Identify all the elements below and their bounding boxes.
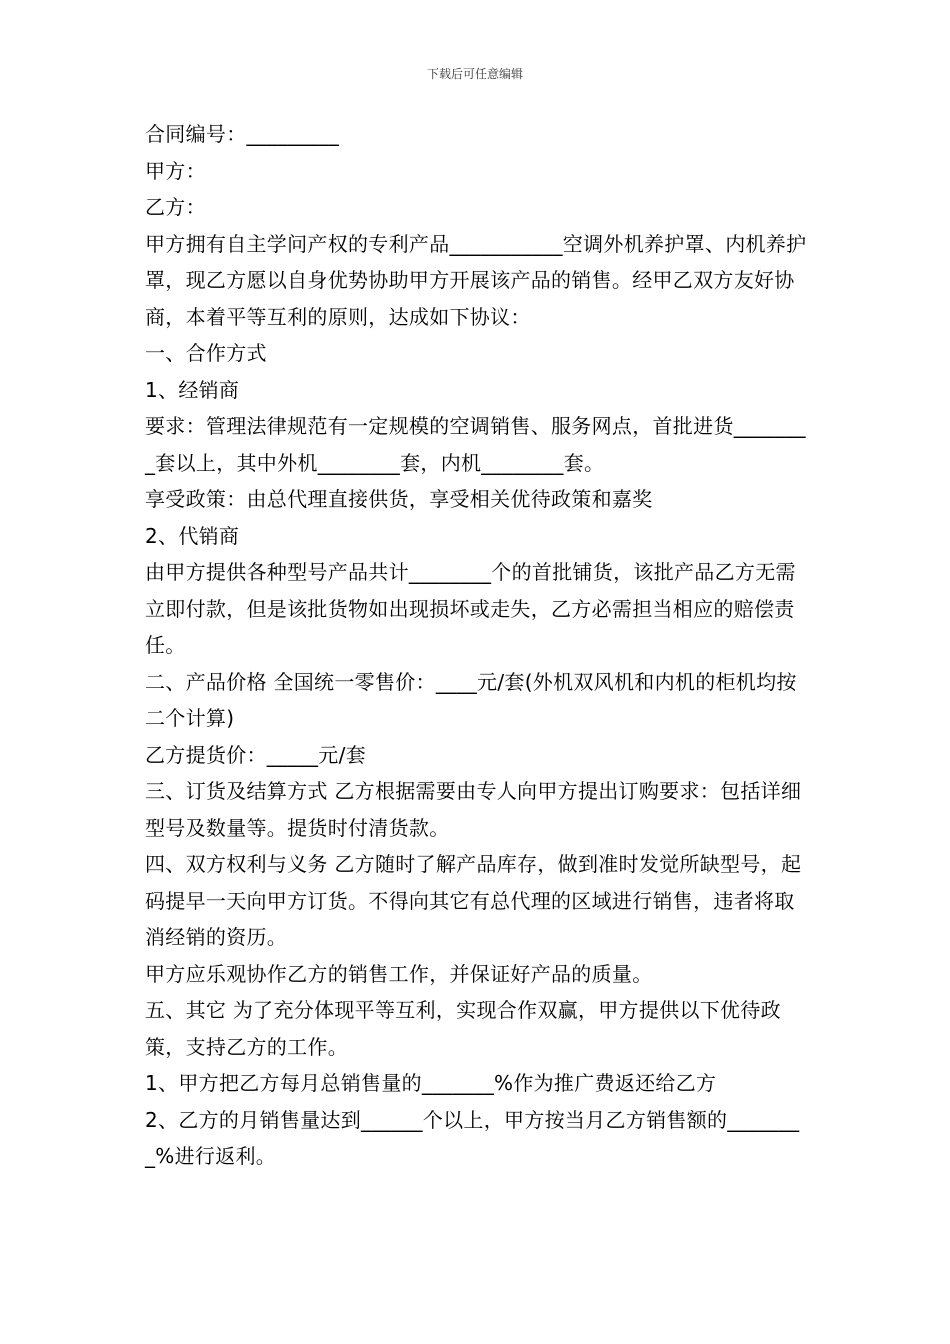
subsection-heading-distributor: 1、经销商 [145,377,240,402]
section-other: 五、其它 为了充分体现平等互利，实现合作双赢，甲方提供以下优待政策，支持乙方的工作。 [145,998,781,1059]
clause-sales-rebate: 2、乙方的月销售量达到______个以上，甲方按当月乙方销售额的________%进行返利。 [145,1107,800,1168]
intro-paragraph: 甲方拥有自主学问产权的专利产品___________空调外机养护罩、内机养护罩，现乙方愿以自身优势协助甲方开展该产品的销售。经甲乙双方友好协商，本着平等互利的原则，达成如下协议： [145,231,807,329]
party-b-pickup-price: 乙方提货价：_____元/套 [145,742,366,767]
party-b-line: 乙方： [145,195,206,219]
distributor-requirements: 要求：管理法律规范有一定规模的空调销售、服务网点，首批进货________套以上，其中外机________套，内机________套。 [145,414,806,475]
section-ordering-settlement: 三、订货及结算方式 乙方根据需要由专人向甲方提出订购要求：包括详细型号及数量等。提货时付清货款。 [145,779,802,840]
clause-promotion-rebate: 1、甲方把乙方每月总销售量的_______%作为推广费返还给乙方 [145,1071,717,1095]
section-heading-cooperation: 一、合作方式 [145,341,267,365]
subsection-heading-agent: 2、代销商 [145,523,240,548]
section-rights-obligations: 四、双方权利与义务 乙方随时了解产品库存，做到准时发觉所缺型号，起码提早一天向甲方订货。不得向其它有总代理的区域进行销售，违者将取消经销的资历。 [145,852,802,949]
page-header-note: 下载后可任意编辑 [426,67,523,81]
party-a-cooperation: 甲方应乐观协作乙方的销售工作，并保证好产品的质量。 [145,961,653,986]
contract-number-line: 合同编号：_________ [145,122,340,146]
contract-body [145,116,810,1175]
party-a-line: 甲方： [145,158,206,183]
agent-terms: 由甲方提供各种型号产品共计________个的首批铺货，该批产品乙方无需立即付款，但是该批货物如出现损坏或走失，乙方必需担当相应的赔偿责任。 [145,560,796,657]
distributor-policy: 享受政策：由总代理直接供货，享受相关优待政策和嘉奖 [145,487,653,511]
section-product-price: 二、产品价格 全国统一零售价：____元/套(外机双风机和内机的柜机均按二个计算) [145,669,797,730]
